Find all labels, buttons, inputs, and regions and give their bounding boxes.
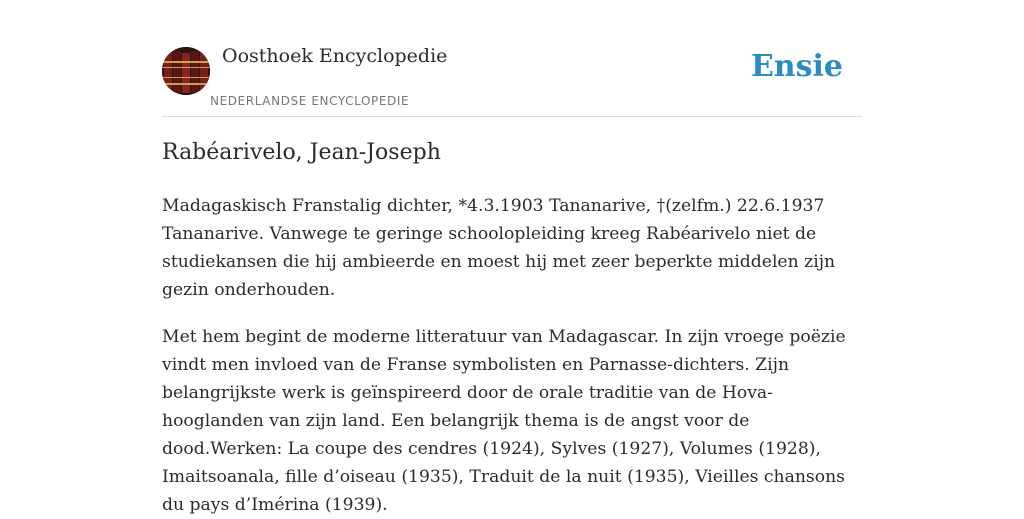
article-paragraph: Madagaskisch Franstalig dichter, *4.3.1903 Tananarive, †(zelfm.) 22.6.1937 Tananarive. Vanwege te geringe schoolopleiding kreeg Rabéarivelo niet de studiekansen die hij ambieerde en moest hij met zeer beperkte middelen zijn gezin onderhouden. [162, 196, 836, 300]
article-title: Rabéarivelo, Jean-Joseph [162, 140, 441, 165]
book-spines-icon [162, 47, 210, 95]
brand-logo[interactable]: Ensie [750, 49, 843, 84]
site-header [162, 0, 862, 117]
site-avatar[interactable] [162, 47, 210, 95]
site-title[interactable]: Oosthoek Encyclopedie [222, 45, 448, 67]
page [162, 0, 862, 515]
article-paragraph: Met hem begint de moderne litteratuur van Madagascar. In zijn vroege poëzie vindt men invloed van de Franse symbolisten en Parnasse-dichters. Zijn belangrijkste werk is geïnspireerd door de orale traditie van de Hova-hooglanden van zijn land. Een belangrijk thema is de angst voor de dood.Werken: La coupe des cendres (1924), Sylves (1927), Volumes (1928), Imaitsoanala, fille d’oiseau (1935), Traduit de la nuit (1935), Vieilles chansons du pays d’Imérina (1939). [162, 327, 846, 515]
site-subtitle: NEDERLANDSE ENCYCLOPEDIE [210, 94, 410, 108]
